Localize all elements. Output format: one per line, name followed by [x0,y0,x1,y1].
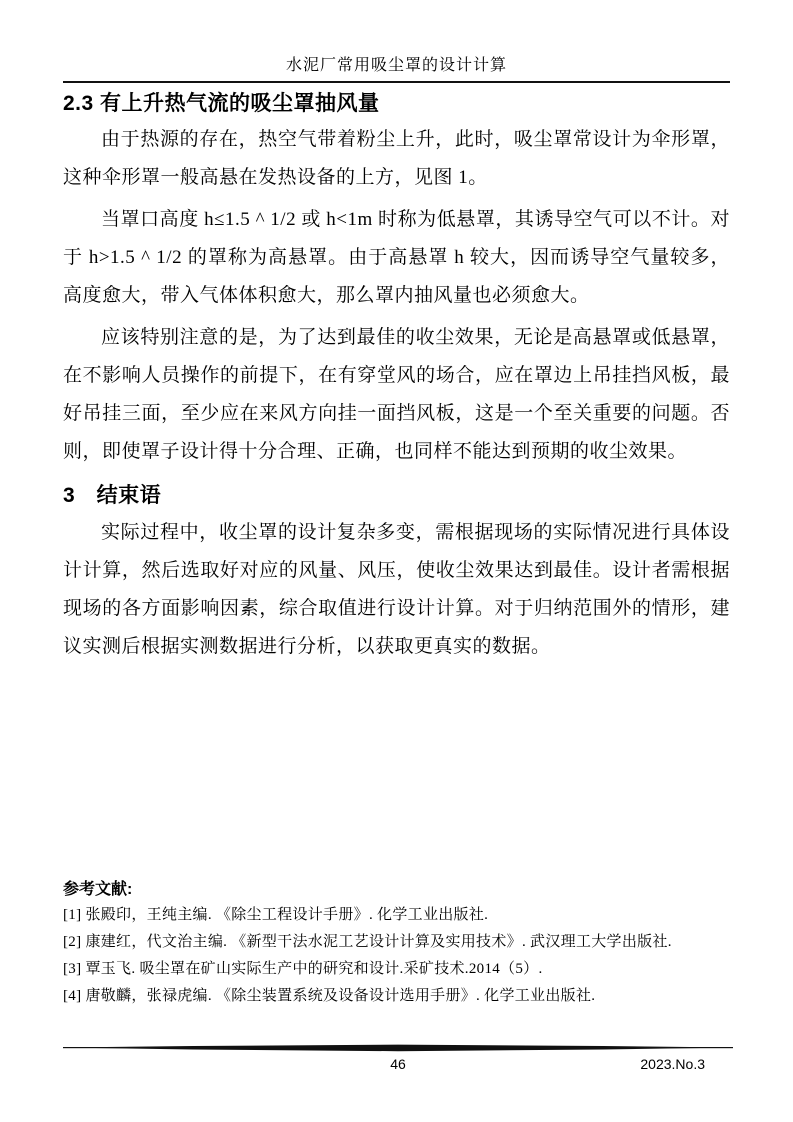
reference-item: [3] 覃玉飞. 吸尘罩在矿山实际生产中的研究和设计.采矿技术.2014（5）. [63,961,543,977]
reference-item: [2] 康建红，代文治主编. 《新型干法水泥工艺设计计算及实用技术》. 武汉理工大学出版社. [63,934,672,950]
paragraph-heat-source: 由于热源的存在，热空气带着粉尘上升，此时，吸尘罩常设计为伞形罩，这种伞形罩一般高悬在发热设备的上方，见图 1。 [63,129,730,188]
references-section [63,878,730,1010]
page-footer [63,1044,733,1076]
paragraph-conclusion: 实际过程中，收尘罩的设计复杂多变，需根据现场的实际情况进行具体设计计算，然后选取好对应的风量、风压，使收尘效果达到最佳。设计者需根据现场的各方面影响因素，综合取值进行设计计算。对于归纳范围外的情形，建议实测后根据实测数据进行分析，以获取更真实的数据。 [63,522,730,657]
section-2-3-heading: 2.3 有上升热气流的吸尘罩抽风量 [63,92,380,115]
page-number: 46 [390,1056,406,1072]
issue-number: 2023.No.3 [640,1056,705,1072]
header-rule [63,81,730,83]
paragraph-hood-height: 当罩口高度 h≤1.5 ^ 1/2 或 h<1m 时称为低悬罩，其诱导空气可以不计。对于 h>1.5 ^ 1/2 的罩称为高悬罩。由于高悬罩 h 较大，因而诱导空气量较多，高度愈大，带入气体体积愈大，那么罩内抽风量也必须愈大。 [63,209,730,306]
footer-rule [63,1044,733,1052]
references-heading: 参考文献: [63,881,133,898]
paragraph-wind-baffle: 应该特别注意的是，为了达到最佳的收尘效果，无论是高悬罩或低悬罩，在不影响人员操作的前提下，在有穿堂风的场合，应在罩边上吊挂挡风板，最好吊挂三面，至少应在来风方向挂一面挡风板，这是一个至关重要的问题。否则，即使罩子设计得十分合理、正确，也同样不能达到预期的收尘效果。 [63,327,730,462]
running-title: 水泥厂常用吸尘罩的设计计算 [285,57,507,74]
section-3-heading: 3 结束语 [63,484,162,507]
reference-item: [1] 张殿印，王纯主编. 《除尘工程设计手册》. 化学工业出版社. [63,907,489,923]
footer-row [63,1056,733,1076]
article-body [63,90,730,1010]
page-header [63,55,730,83]
reference-item: [4] 唐敬麟，张禄虎编. 《除尘装置系统及设备设计选用手册》. 化学工业出版社. [63,988,596,1004]
